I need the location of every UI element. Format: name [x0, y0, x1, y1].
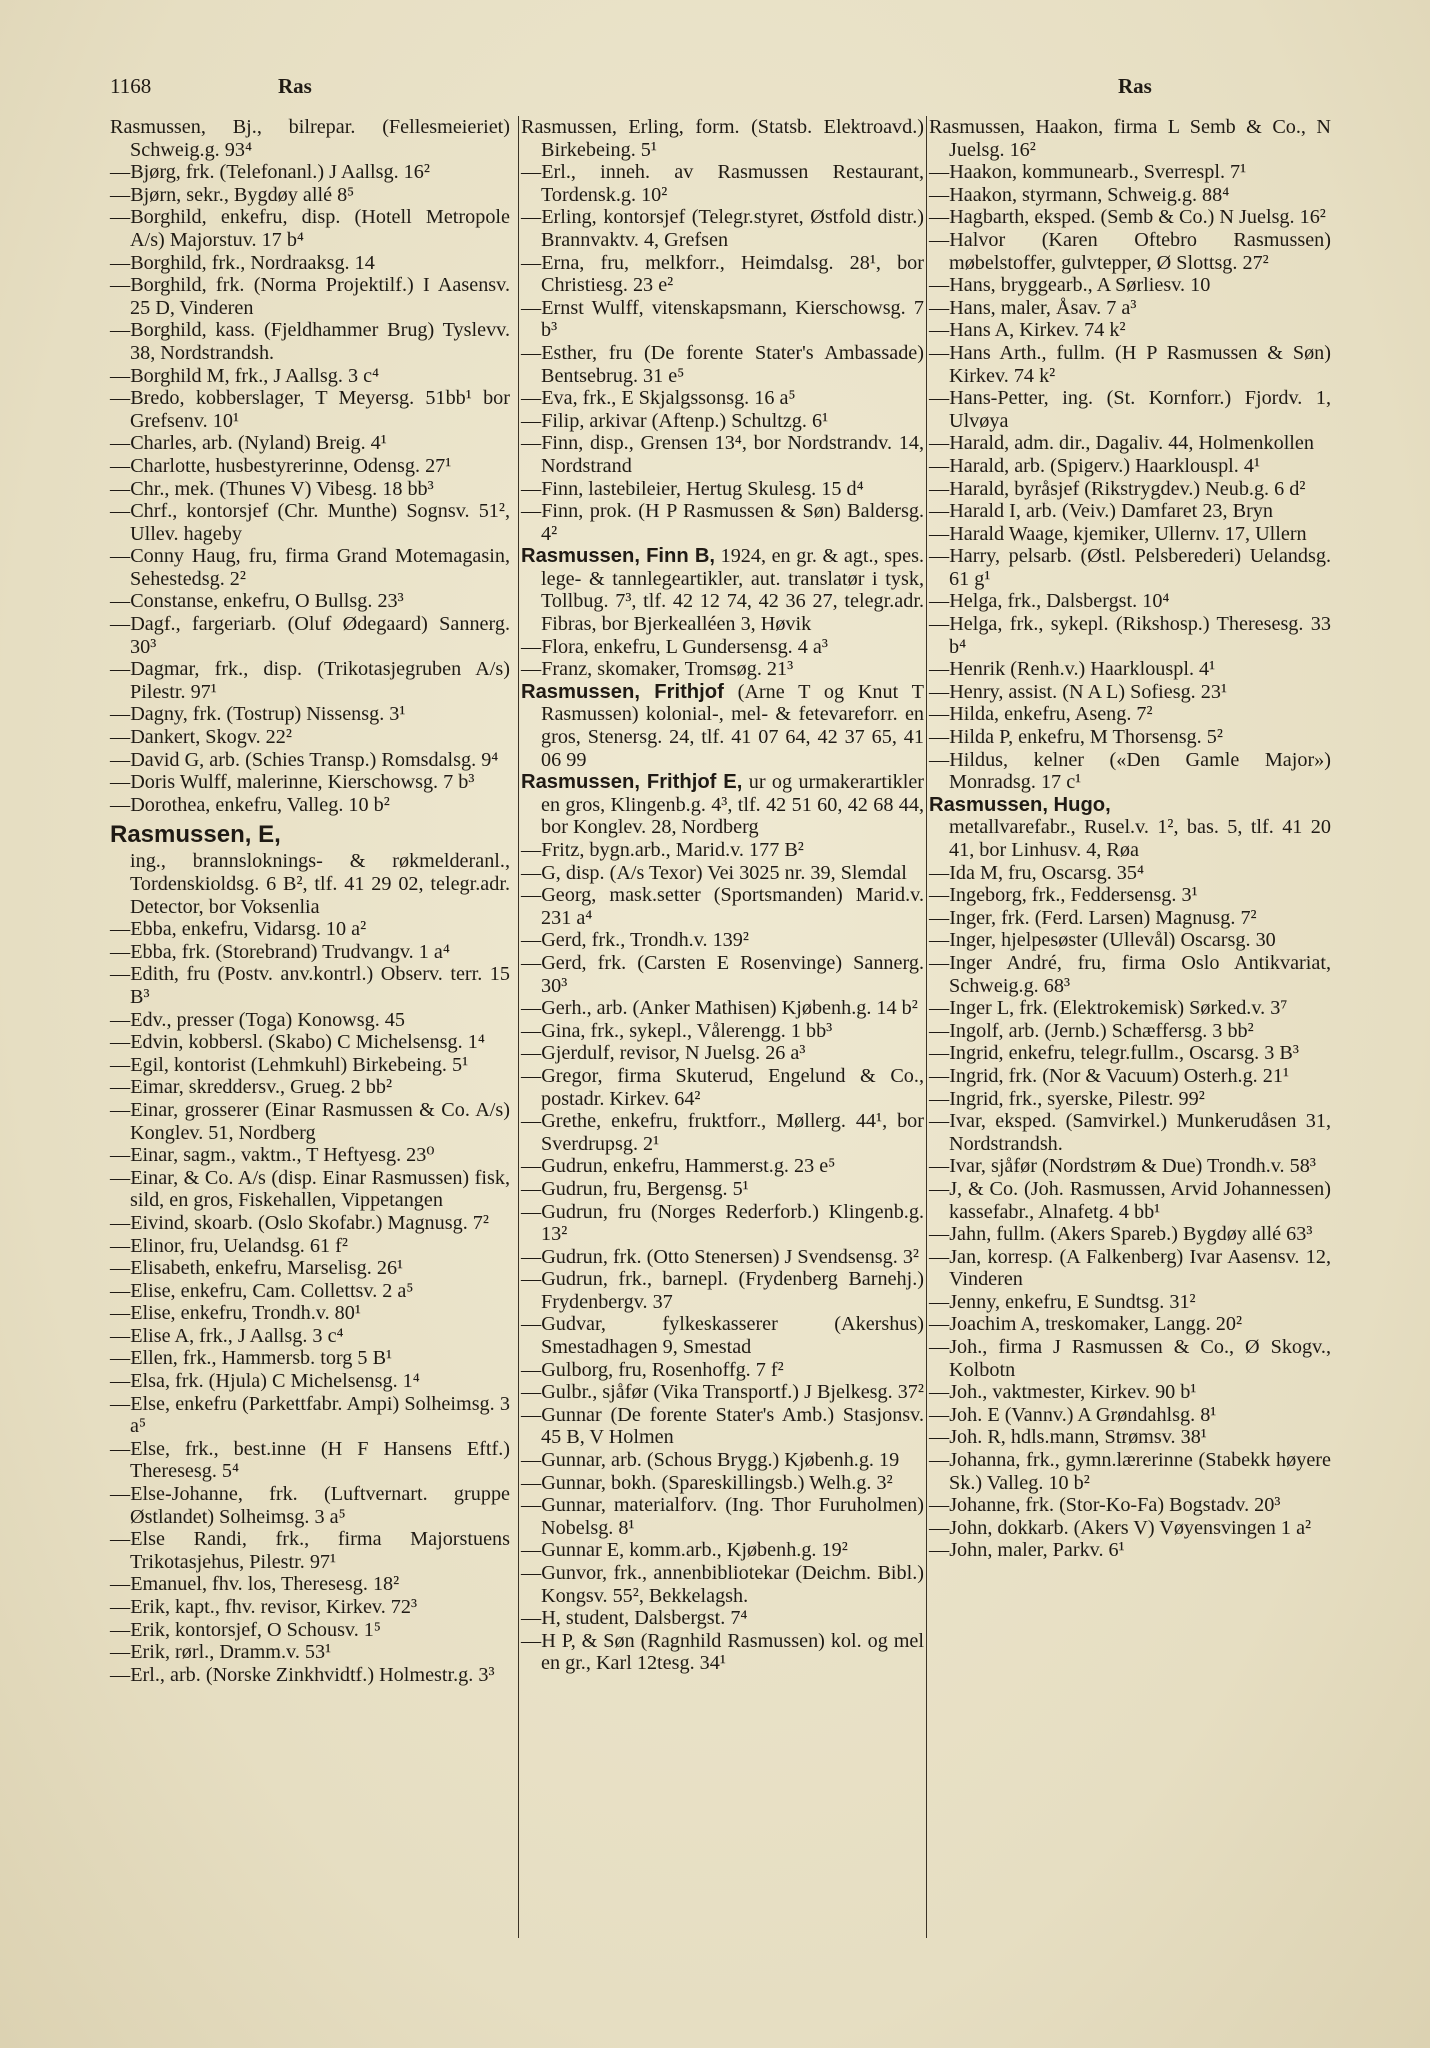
- directory-entry: —Esther, fru (De forente Stater's Ambassade) Bentsebrug. 31 e⁵: [521, 341, 924, 387]
- directory-entry: —Halvor (Karen Oftebro Rasmussen) møbelstoffer, gulvtepper, Ø Slottsg. 27²: [929, 228, 1331, 274]
- directory-entry: —Finn, disp., Grensen 13⁴, bor Nordstrandv. 14, Nordstrand: [521, 432, 924, 477]
- directory-entry: —Bjørn, sekr., Bygdøy allé 8⁵: [110, 183, 355, 206]
- directory-entry: —Finn, lastebileier, Hertug Skulesg. 15 d⁴: [521, 477, 864, 500]
- directory-entry: —Jahn, fullm. (Akers Spareb.) Bygdøy allé 63³: [929, 1223, 1313, 1246]
- directory-entry: —Borghild, kass. (Fjeldhammer Brug) Tyslevv. 38, Nordstrandsh.: [110, 319, 510, 364]
- directory-entry: —Ivar, sjåfør (Nordstrøm & Due) Trondh.v. 58³: [929, 1155, 1316, 1178]
- directory-entry: —Borghild, frk., Nordraaksg. 14: [110, 251, 375, 274]
- directory-entry: —Gina, frk., sykepl., Vålerengg. 1 bb³: [521, 1019, 833, 1042]
- directory-entry: —Hagbarth, eksped. (Semb & Co.) N Juelsg. 16²: [929, 206, 1326, 229]
- directory-entry: —Inger, hjelpesøster (Ullevål) Oscarsg. 30: [929, 929, 1276, 952]
- directory-entry: —Gunnar (De forente Stater's Amb.) Stasjonsv. 45 B, V Holmen: [521, 1403, 924, 1449]
- directory-entry: —Ernst Wulff, vitenskapsmann, Kierschowsg. 7 b³: [521, 296, 924, 342]
- directory-entry: —Gudrun, frk. (Otto Stenersen) J Svendsensg. 3²: [521, 1245, 919, 1268]
- directory-entry: —Finn, prok. (H P Rasmussen & Søn) Baldersg. 4²: [521, 500, 924, 545]
- directory-entry: —Chrf., kontorsjef (Chr. Munthe) Sognsv. 51², Ullev. hageby: [110, 500, 510, 545]
- directory-entry: —Borghild, frk. (Norma Projektilf.) I Aasensv. 25 D, Vinderen: [110, 274, 510, 319]
- directory-entry: —Ingrid, frk. (Nor & Vacuum) Osterh.g. 21¹: [929, 1064, 1290, 1087]
- directory-entry: Rasmussen, E,: [110, 821, 281, 849]
- directory-entry: —Georg, mask.setter (Sportsmanden) Marid.v. 231 a⁴: [521, 884, 924, 929]
- directory-entry: —Edvin, kobbersl. (Skabo) C Michelsensg. 1⁴: [110, 1031, 485, 1054]
- directory-entry: —Eivind, skoarb. (Oslo Skofabr.) Magnusg. 7²: [110, 1211, 489, 1234]
- directory-entry: Rasmussen, Frithjof E, ur og urmakerartikler en gros, Klingenb.g. 4³, tlf. 42 51 60, 42 68 44, bor Konglev. 28, Nordberg: [521, 771, 924, 839]
- directory-entry: —Harald Waage, kjemiker, Ullernv. 17, Ullern: [929, 522, 1307, 545]
- directory-entry: —Erik, kapt., fhv. revisor, Kirkev. 72³: [110, 1596, 418, 1618]
- directory-entry: —Inger, frk. (Ferd. Larsen) Magnusg. 7²: [929, 906, 1257, 929]
- directory-entry: —Hans Arth., fullm. (H P Rasmussen & Søn) Kirkev. 74 k²: [929, 341, 1331, 387]
- directory-entry: —Ingrid, frk., syerske, Pilestr. 99²: [929, 1087, 1205, 1110]
- directory-entry: —David G, arb. (Schies Transp.) Romsdalsg. 9⁴: [110, 748, 499, 771]
- directory-entry: —Erna, fru, melkforr., Heimdalsg. 28¹, bor Christiesg. 23 e²: [521, 251, 924, 297]
- directory-entry: —Eva, frk., E Skjalgssonsg. 16 a⁵: [521, 387, 796, 410]
- column-3: [929, 116, 1331, 1562]
- directory-entry: —Elinor, fru, Uelandsg. 61 f²: [110, 1234, 348, 1257]
- directory-entry: —Henrik (Renh.v.) Haarklouspl. 4¹: [929, 658, 1216, 681]
- directory-entry: —Dagmar, frk., disp. (Trikotasjegruben A/s) Pilestr. 97¹: [110, 658, 510, 703]
- directory-entry: —Edith, fru (Postv. anv.kontrl.) Observ. terr. 15 B³: [110, 963, 510, 1008]
- directory-entry: —Gunnar, bokh. (Spareskillingsb.) Welh.g. 3²: [521, 1471, 893, 1494]
- directory-entry: —Erl., arb. (Norske Zinkhvidtf.) Holmestr.g. 3³: [110, 1663, 495, 1686]
- directory-entry: —Hans, maler, Åsav. 7 a³: [929, 296, 1137, 319]
- directory-entry: Rasmussen, Erling, form. (Statsb. Elektroavd.) Birkebeing. 5¹: [521, 116, 924, 161]
- directory-entry: —Jenny, enkefru, E Sundtsg. 31²: [929, 1290, 1196, 1313]
- column-divider: [926, 116, 927, 1938]
- directory-entry: —Joachim A, treskomaker, Langg. 20²: [929, 1313, 1243, 1336]
- directory-entry: —Ebba, frk. (Storebrand) Trudvangv. 1 a⁴: [110, 940, 450, 963]
- directory-entry: —Conny Haug, fru, firma Grand Motemagasin, Sehestedsg. 2²: [110, 545, 510, 590]
- directory-entry: —Harald I, arb. (Veiv.) Damfaret 23, Bryn: [929, 500, 1273, 523]
- directory-entry: —G, disp. (A/s Texor) Vei 3025 nr. 39, Slemdal: [521, 861, 907, 884]
- directory-entry: —Einar, & Co. A/s (disp. Einar Rasmussen) fisk, sild, en gros, Fiskehallen, Vippetangen: [110, 1166, 510, 1212]
- directory-entry: —Harald, adm. dir., Dagaliv. 44, Holmenkollen: [929, 432, 1314, 455]
- directory-entry: —Gerh., arb. (Anker Mathisen) Kjøbenh.g. 14 b²: [521, 997, 918, 1020]
- directory-entry: —Gulbr., sjåfør (Vika Transportf.) J Bjelkesg. 37²: [521, 1381, 924, 1404]
- directory-entry: —Bredo, kobberslager, T Meyersg. 51bb¹ bor Grefsenv. 10¹: [110, 387, 510, 432]
- left-running-head: Ras: [278, 74, 312, 98]
- directory-entry: —Doris Wulff, malerinne, Kierschowsg. 7 b³: [110, 771, 475, 794]
- directory-entry: —Emanuel, fhv. los, Theresesg. 18²: [110, 1573, 400, 1596]
- directory-entry: —Inger André, fru, firma Oslo Antikvariat, Schweig.g. 68³: [929, 951, 1331, 997]
- directory-entry: —Else, enkefru (Parkettfabr. Ampi) Solheimsg. 3 a⁵: [110, 1392, 510, 1438]
- directory-entry: —Fritz, bygn.arb., Marid.v. 177 B²: [521, 839, 804, 861]
- directory-entry: —Hildus, kelner («Den Gamle Major») Monradsg. 17 c¹: [929, 748, 1331, 794]
- directory-entry: —Gudvar, fylkeskasserer (Akershus) Smestadhagen 9, Smestad: [521, 1313, 924, 1359]
- directory-entry: —Else-Johanne, frk. (Luftvernart. gruppe Østlandet) Solheimsg. 3 a⁵: [110, 1483, 510, 1528]
- directory-entry: —J, & Co. (Joh. Rasmussen, Arvid Johannessen) kassefabr., Alnafetg. 4 bb¹: [929, 1177, 1331, 1223]
- column-2: [521, 116, 924, 1675]
- directory-entry: —Johanna, frk., gymn.lærerinne (Stabekk høyere Sk.) Valleg. 10 b²: [929, 1449, 1331, 1494]
- directory-entry: —Filip, arkivar (Aftenp.) Schultzg. 6¹: [521, 409, 829, 432]
- directory-entry: —Jan, korresp. (A Falkenberg) Ivar Aasensv. 12, Vinderen: [929, 1245, 1331, 1291]
- directory-entry: —Constanse, enkefru, O Bullsg. 23³: [110, 590, 404, 613]
- directory-entry: —Gerd, frk., Trondh.v. 139²: [521, 929, 749, 952]
- directory-entry: —Dorothea, enkefru, Valleg. 10 b²: [110, 793, 390, 816]
- directory-entry: —Harry, pelsarb. (Østl. Pelsberederi) Uelandsg. 61 g¹: [929, 545, 1331, 590]
- directory-entry: —Gunnar, arb. (Schous Brygg.) Kjøbenh.g. 19: [521, 1449, 900, 1472]
- directory-entry: —Henry, assist. (N A L) Sofiesg. 23¹: [929, 680, 1227, 703]
- directory-entry: —Elise, enkefru, Trondh.v. 80¹: [110, 1302, 361, 1325]
- directory-entry: —Borghild, enkefru, disp. (Hotell Metropole A/s) Majorstuv. 17 b⁴: [110, 206, 510, 251]
- directory-entry: —Gudrun, fru, Bergensg. 5¹: [521, 1177, 749, 1200]
- directory-entry: —Haakon, styrmann, Schweig.g. 88⁴: [929, 183, 1230, 206]
- directory-entry: —John, maler, Parkv. 6¹: [929, 1539, 1125, 1562]
- directory-entry: —Elise A, frk., J Aallsg. 3 c⁴: [110, 1324, 344, 1347]
- directory-entry: Rasmussen, Hugo,: [929, 793, 1111, 816]
- directory-entry: —Dagny, frk. (Tostrup) Nissensg. 3¹: [110, 703, 406, 726]
- directory-entry: —Flora, enkefru, L Gundersensg. 4 a³: [521, 635, 828, 658]
- directory-entry: —Dagf., fargeriarb. (Oluf Ødegaard) Sannerg. 30³: [110, 613, 510, 658]
- directory-entry: —Gunnar, materialforv. (Ing. Thor Furuholmen) Nobelsg. 8¹: [521, 1494, 924, 1539]
- directory-entry: —Hilda, enkefru, Aseng. 7²: [929, 703, 1153, 726]
- directory-entry: —Ida M, fru, Oscarsg. 35⁴: [929, 861, 1145, 884]
- directory-entry: —Gudrun, enkefru, Hammerst.g. 23 e⁵: [521, 1155, 836, 1178]
- directory-entry: —Elisabeth, enkefru, Marselisg. 26¹: [110, 1257, 404, 1280]
- directory-entry: —Joh., vaktmester, Kirkev. 90 b¹: [929, 1381, 1197, 1404]
- directory-entry: —Ingeborg, frk., Feddersensg. 3¹: [929, 884, 1198, 907]
- directory-entry: —Gudrun, fru (Norges Rederforb.) Klingenb.g. 13²: [521, 1200, 924, 1246]
- directory-entry: —H, student, Dalsbergst. 7⁴: [521, 1607, 748, 1630]
- directory-entry: Rasmussen, Haakon, firma L Semb & Co., N Juelsg. 16²: [929, 116, 1331, 161]
- directory-entry: —Gregor, firma Skuterud, Engelund & Co., postadr. Kirkev. 64²: [521, 1064, 924, 1110]
- directory-entry: —Borghild M, frk., J Aallsg. 3 c⁴: [110, 364, 380, 387]
- directory-entry: —Gunvor, frk., annenbibliotekar (Deichm. Bibl.) Kongsv. 55², Bekkelagsh.: [521, 1562, 924, 1607]
- directory-entry: —Joh. E (Vannv.) A Grøndahlsg. 8¹: [929, 1403, 1217, 1426]
- column-divider: [518, 116, 519, 1938]
- directory-entry: metallvarefabr., Rusel.v. 1², bas. 5, tlf. 41 20 41, bor Linhusv. 4, Røa: [949, 816, 1331, 861]
- directory-entry: —Erik, rørl., Dramm.v. 53¹: [110, 1641, 332, 1664]
- directory-entry: —Gunnar E, komm.arb., Kjøbenh.g. 19²: [521, 1539, 848, 1562]
- directory-entry: —Joh. R, hdls.mann, Strømsv. 38¹: [929, 1426, 1207, 1449]
- directory-entry: —Else Randi, frk., firma Majorstuens Trikotasjehus, Pilestr. 97¹: [110, 1528, 510, 1573]
- directory-entry: —Harald, arb. (Spigerv.) Haarklouspl. 4¹: [929, 454, 1261, 477]
- directory-entry: —Elsa, frk. (Hjula) C Michelsensg. 1⁴: [110, 1370, 420, 1393]
- directory-entry: —Gulborg, fru, Rosenhoffg. 7 f²: [521, 1358, 784, 1381]
- directory-entry: —Joh., firma J Rasmussen & Co., Ø Skogv., Kolbotn: [929, 1336, 1331, 1381]
- directory-entry: —Ebba, enkefru, Vidarsg. 10 a²: [110, 918, 367, 941]
- directory-entry: —Charlotte, husbestyrerinne, Odensg. 27¹: [110, 454, 452, 477]
- directory-entry: —John, dokkarb. (Akers V) Vøyensvingen 1 a²: [929, 1516, 1312, 1539]
- directory-entry: Rasmussen, Finn B, 1924, en gr. & agt., spes. lege- & tannlegeartikler, aut. translatør i tysk, Tollbug. 7³, tlf. 42 12 74, 42 36 27, telegr.adr. Fibras, bor Bjerkealléen 3, Høvik: [521, 545, 924, 636]
- directory-entry: —Eimar, skreddersv., Grueg. 2 bb²: [110, 1076, 393, 1099]
- directory-entry: —Helga, frk., Dalsbergst. 10⁴: [929, 590, 1170, 613]
- directory-entry: —Bjørg, frk. (Telefonanl.) J Aallsg. 16²: [110, 161, 430, 184]
- directory-entry: —Erling, kontorsjef (Telegr.styret, Østfold distr.) Brannvaktv. 4, Grefsen: [521, 206, 924, 251]
- directory-entry: —Gudrun, frk., barnepl. (Frydenberg Barnehj.) Frydenbergv. 37: [521, 1268, 924, 1313]
- directory-entry: —Ellen, frk., Hammersb. torg 5 B¹: [110, 1347, 393, 1370]
- directory-entry: —Helga, frk., sykepl. (Rikshosp.) Theresesg. 33 b⁴: [929, 613, 1331, 658]
- directory-entry: —Dankert, Skogv. 22²: [110, 726, 292, 749]
- directory-entry: —Einar, grosserer (Einar Rasmussen & Co. A/s) Konglev. 51, Nordberg: [110, 1098, 510, 1144]
- directory-entry: —Gjerdulf, revisor, N Juelsg. 26 a³: [521, 1042, 806, 1065]
- directory-entry: —Ingrid, enkefru, telegr.fullm., Oscarsg. 3 B³: [929, 1042, 1299, 1065]
- directory-entry: Rasmussen, Frithjof (Arne T og Knut T Rasmussen) kolonial-, mel- & fetevareforr. en gros, Stenersg. 24, tlf. 41 07 64, 42 37 65, 41 06 99: [521, 680, 924, 771]
- directory-entry: —H P, & Søn (Ragnhild Rasmussen) kol. og mel en gr., Karl 12tesg. 34¹: [521, 1629, 924, 1675]
- directory-entry: —Erl., inneh. av Rasmussen Restaurant, Tordensk.g. 10²: [521, 161, 924, 206]
- directory-entry: —Johanne, frk. (Stor-Ko-Fa) Bogstadv. 20³: [929, 1494, 1281, 1517]
- directory-entry: —Haakon, kommunearb., Sverrespl. 7¹: [929, 161, 1247, 184]
- directory-entry: —Egil, kontorist (Lehmkuhl) Birkebeing. 5¹: [110, 1053, 469, 1076]
- directory-entry: —Ingolf, arb. (Jernb.) Schæffersg. 3 bb²: [929, 1019, 1254, 1042]
- directory-entry: —Ivar, eksped. (Samvirkel.) Munkerudåsen 31, Nordstrandsh.: [929, 1110, 1331, 1155]
- directory-entry: ing., brannsloknings- & røkmelderanl., Tordenskioldsg. 6 B², tlf. 41 29 02, telegr.adr. Detector, bor Voksenlia: [130, 850, 510, 918]
- column-1: [110, 116, 510, 1686]
- directory-entry: —Inger L, frk. (Elektrokemisk) Sørked.v. 3⁷: [929, 997, 1288, 1020]
- directory-entry: —Charles, arb. (Nyland) Breig. 4¹: [110, 432, 387, 455]
- directory-entry: —Hans A, Kirkev. 74 k²: [929, 319, 1126, 342]
- directory-entry: —Hans, bryggearb., A Sørliesv. 10: [929, 274, 1211, 297]
- directory-entry: —Gerd, frk. (Carsten E Rosenvinge) Sannerg. 30³: [521, 951, 924, 997]
- directory-entry: —Elise, enkefru, Cam. Collettsv. 2 a⁵: [110, 1279, 414, 1302]
- directory-entry: —Franz, skomaker, Tromsøg. 21³: [521, 658, 794, 681]
- directory-entry: —Chr., mek. (Thunes V) Vibesg. 18 bb³: [110, 477, 434, 500]
- directory-entry: —Hilda P, enkefru, M Thorsensg. 5²: [929, 726, 1223, 749]
- directory-entry: —Else, frk., best.inne (H F Hansens Eftf.) Theresesg. 5⁴: [110, 1437, 510, 1483]
- right-running-head: Ras: [1118, 74, 1152, 98]
- page-number: 1168: [110, 74, 152, 98]
- directory-entry: —Erik, kontorsjef, O Schousv. 1⁵: [110, 1618, 381, 1641]
- directory-entry: —Harald, byråsjef (Rikstrygdev.) Neub.g. 6 d²: [929, 477, 1306, 500]
- directory-entry: Rasmussen, Bj., bilrepar. (Fellesmeieriet) Schweig.g. 93⁴: [110, 116, 510, 161]
- directory-entry: —Edv., presser (Toga) Konowsg. 45: [110, 1008, 405, 1031]
- directory-entry: —Grethe, enkefru, fruktforr., Møllerg. 44¹, bor Sverdrupsg. 2¹: [521, 1110, 924, 1155]
- directory-entry: —Hans-Petter, ing. (St. Kornforr.) Fjordv. 1, Ulvøya: [929, 387, 1331, 432]
- directory-entry: —Einar, sagm., vaktm., T Heftyesg. 23⁰: [110, 1144, 435, 1167]
